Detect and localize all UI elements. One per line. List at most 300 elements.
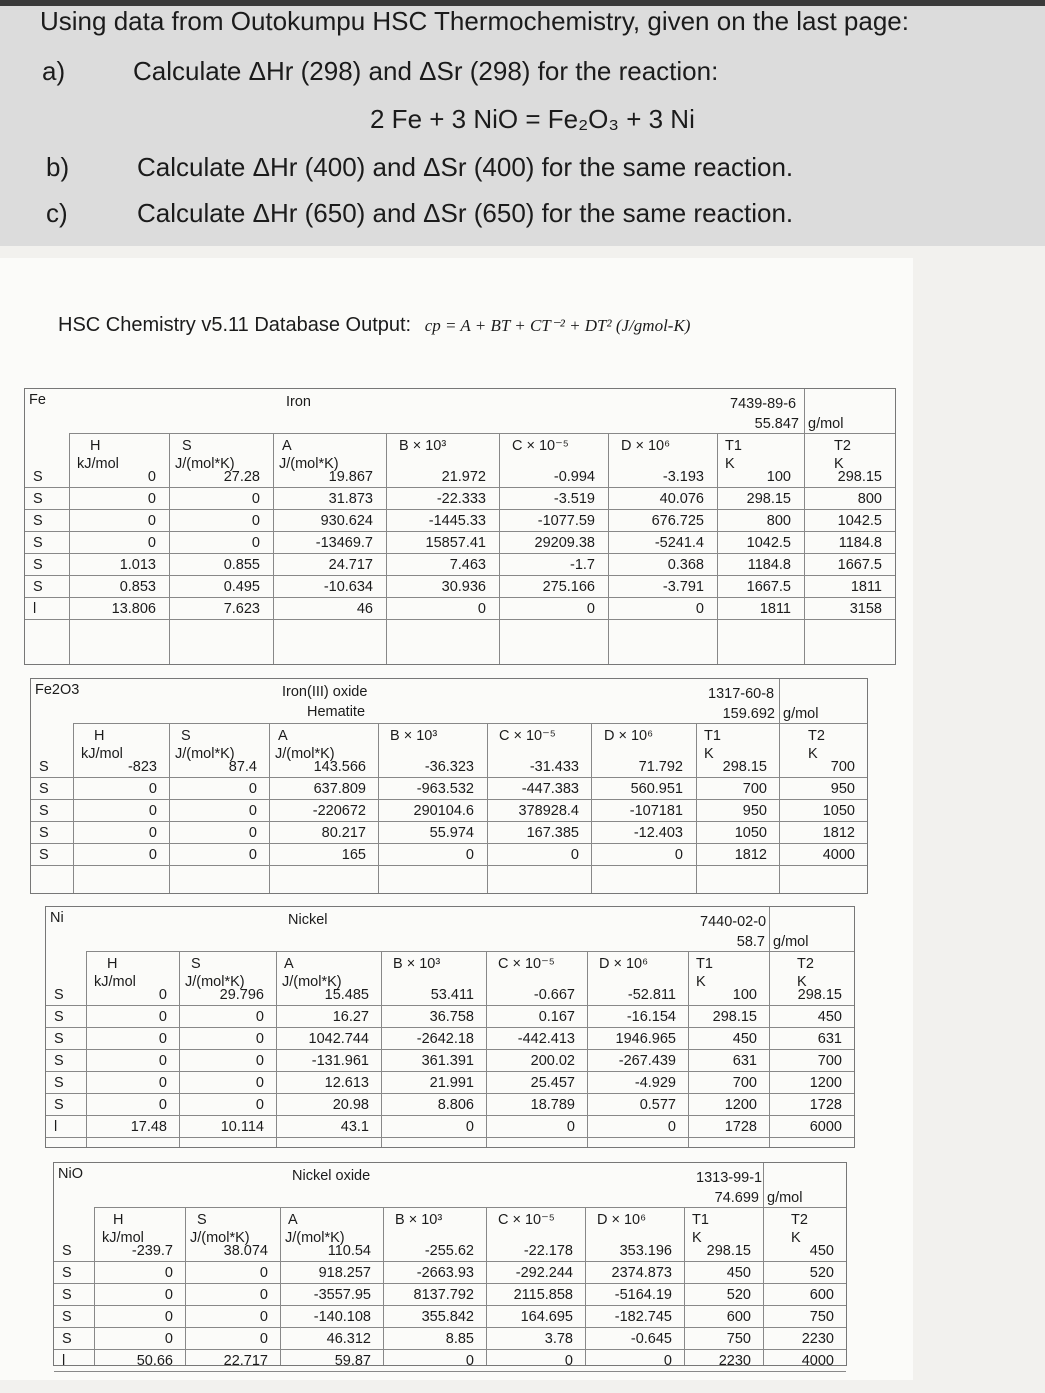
- phase-cell: l: [62, 1353, 66, 1369]
- table-cell: 13.806: [111, 601, 156, 617]
- table-cell: -22.178: [523, 1243, 573, 1259]
- table-cell: 15.485: [324, 987, 369, 1003]
- table-cell: -267.439: [618, 1053, 676, 1069]
- table-cell: 0: [147, 491, 156, 507]
- table-cell: 275.166: [542, 579, 595, 595]
- species-block-fe: [24, 388, 896, 665]
- table-cell: 4000: [822, 847, 855, 863]
- table-cell: -107181: [629, 803, 683, 819]
- table-cell: 0: [259, 1265, 268, 1281]
- column-divider: [486, 1207, 487, 1365]
- reaction-equation: 2 Fe + 3 NiO = Fe₂O₃ + 3 Ni: [370, 104, 695, 134]
- table-cell: 143.566: [313, 759, 366, 775]
- table-cell: -447.383: [521, 781, 579, 797]
- column-header-c: C × 10⁻⁵: [498, 1212, 555, 1228]
- species-mineral-name: Hematite: [307, 704, 366, 720]
- row-divider: [54, 1283, 846, 1284]
- table-cell: 0: [255, 1075, 264, 1091]
- column-divider: [696, 723, 697, 893]
- table-cell: 1811: [850, 579, 882, 595]
- row-divider: [46, 1005, 854, 1006]
- question-intro: Using data from Outokumpu HSC Thermochemistry, given on the last page:: [40, 6, 909, 36]
- table-cell: 298.15: [746, 491, 791, 507]
- table-cell: 1042.5: [837, 513, 882, 529]
- table-cell: 0: [147, 513, 156, 529]
- phase-cell: S: [33, 491, 43, 507]
- row-divider: [31, 821, 867, 822]
- table-cell: 0: [148, 803, 157, 819]
- phase-cell: S: [39, 759, 49, 775]
- table-cell: 0: [255, 1097, 264, 1113]
- phase-cell: S: [39, 803, 49, 819]
- table-cell: 0: [158, 1075, 167, 1091]
- table-cell: 20.98: [332, 1097, 369, 1113]
- table-cell: 2230: [801, 1331, 834, 1347]
- table-cell: 700: [817, 1053, 842, 1069]
- column-header-s: S: [182, 438, 192, 454]
- column-header-t2: T2: [797, 956, 814, 972]
- table-cell: 165: [341, 847, 366, 863]
- table-cell: 46: [356, 601, 373, 617]
- table-cell: 2374.873: [611, 1265, 672, 1281]
- column-divider: [73, 723, 74, 893]
- molar-mass: 74.699: [714, 1190, 759, 1206]
- table-cell: 560.951: [630, 781, 683, 797]
- table-cell: 1200: [809, 1075, 842, 1091]
- table-cell: 30.936: [441, 579, 486, 595]
- phase-cell: S: [33, 469, 43, 485]
- column-header-h: H: [113, 1212, 124, 1228]
- unit-h: kJ/mol: [81, 746, 123, 762]
- column-divider: [591, 723, 592, 893]
- table-cell: 0: [667, 1119, 676, 1135]
- database-header: [58, 314, 690, 337]
- table-cell: -0.645: [630, 1331, 672, 1347]
- table-cell: 80.217: [321, 825, 366, 841]
- cas-number: 7440-02-0: [700, 914, 767, 930]
- table-cell: 38.074: [223, 1243, 268, 1259]
- phase-cell: S: [33, 579, 43, 595]
- table-cell: 7.463: [449, 557, 486, 573]
- cas-number: 7439-89-6: [730, 396, 797, 412]
- column-header-t1: T1: [692, 1212, 709, 1228]
- table-cell: 3158: [849, 601, 882, 617]
- column-header-c: C × 10⁻⁵: [499, 728, 556, 744]
- molar-mass: 55.847: [754, 416, 799, 432]
- species-formula: Fe: [29, 392, 46, 408]
- table-cell: 950: [830, 781, 855, 797]
- row-divider: [25, 619, 895, 620]
- table-cell: 1200: [724, 1097, 757, 1113]
- table-cell: -182.745: [614, 1309, 672, 1325]
- part-a-label: a): [42, 56, 66, 86]
- column-divider: [383, 1207, 384, 1365]
- table-cell: 16.27: [332, 1009, 369, 1025]
- table-cell: 0: [148, 847, 157, 863]
- table-cell: 0: [259, 1287, 268, 1303]
- phase-cell: S: [33, 535, 43, 551]
- species-name: Nickel oxide: [292, 1168, 371, 1184]
- header-divider: [73, 723, 867, 724]
- phase-cell: S: [62, 1243, 72, 1259]
- unit-t1: K: [696, 974, 706, 990]
- phase-cell: S: [39, 847, 49, 863]
- table-cell: 1811: [759, 601, 791, 617]
- row-divider: [25, 531, 895, 532]
- table-cell: 1667.5: [746, 579, 791, 595]
- table-cell: 0: [566, 1119, 575, 1135]
- table-cell: 298.15: [722, 759, 767, 775]
- row-divider: [46, 1093, 854, 1094]
- column-divider: [499, 433, 500, 664]
- phase-cell: S: [54, 1075, 64, 1091]
- column-divider: [717, 433, 718, 664]
- table-cell: 19.867: [328, 469, 373, 485]
- unit-t1: K: [692, 1230, 702, 1246]
- column-header-a: A: [278, 728, 288, 744]
- table-cell: -220672: [312, 803, 366, 819]
- table-cell: 1042.744: [308, 1031, 369, 1047]
- table-cell: 71.792: [638, 759, 683, 775]
- row-divider: [31, 799, 867, 800]
- table-cell: 298.15: [706, 1243, 751, 1259]
- table-cell: 0: [164, 1309, 173, 1325]
- table-cell: -2642.18: [416, 1031, 474, 1047]
- table-cell: 520: [726, 1287, 751, 1303]
- table-cell: -131.961: [311, 1053, 369, 1069]
- table-cell: 15857.41: [425, 535, 486, 551]
- table-cell: -239.7: [131, 1243, 173, 1259]
- table-cell: 10.114: [220, 1119, 264, 1135]
- table-cell: 450: [809, 1243, 834, 1259]
- table-cell: 0: [255, 1009, 264, 1025]
- column-divider: [280, 1207, 281, 1365]
- table-cell: -1445.33: [428, 513, 486, 529]
- row-divider: [25, 597, 895, 598]
- phase-cell: l: [54, 1119, 58, 1135]
- table-cell: 0: [674, 847, 683, 863]
- species-formula: Ni: [50, 910, 64, 926]
- row-divider: [25, 575, 895, 576]
- column-header-t1: T1: [696, 956, 713, 972]
- species-name: Iron(III) oxide: [282, 684, 368, 700]
- table-cell: 1184.8: [747, 557, 791, 573]
- column-divider: [684, 1207, 685, 1365]
- table-cell: -12.403: [633, 825, 683, 841]
- table-cell: -3.193: [662, 469, 704, 485]
- column-header-t1: T1: [704, 728, 721, 744]
- table-cell: 3.78: [544, 1331, 573, 1347]
- table-cell: 450: [732, 1031, 757, 1047]
- table-cell: 2230: [718, 1353, 751, 1369]
- table-cell: 0: [564, 1353, 573, 1369]
- column-divider: [273, 433, 274, 664]
- table-cell: 1184.8: [838, 535, 882, 551]
- column-divider: [608, 433, 609, 664]
- table-cell: 0.167: [538, 1009, 575, 1025]
- table-cell: 0: [255, 1031, 264, 1047]
- table-cell: 0.368: [667, 557, 704, 573]
- column-header-d: D × 10⁶: [597, 1212, 647, 1228]
- table-cell: -3.519: [553, 491, 595, 507]
- row-divider: [25, 487, 895, 488]
- cas-number: 1317-60-8: [708, 686, 775, 702]
- table-cell: 0: [164, 1287, 173, 1303]
- phase-cell: S: [33, 557, 43, 573]
- table-cell: -0.994: [553, 469, 595, 485]
- column-divider: [763, 1163, 764, 1365]
- row-divider: [25, 509, 895, 510]
- table-cell: 0.495: [223, 579, 260, 595]
- column-header-h: H: [107, 956, 118, 972]
- table-cell: 1812: [734, 847, 767, 863]
- table-cell: 918.257: [318, 1265, 371, 1281]
- table-cell: 1812: [822, 825, 855, 841]
- part-b-text: Calculate ΔHr (400) and ΔSr (400) for the same reaction.: [137, 152, 794, 182]
- table-cell: 50.66: [136, 1353, 173, 1369]
- table-cell: 298.15: [837, 469, 882, 485]
- table-cell: -823: [127, 759, 157, 775]
- table-cell: 0: [158, 1097, 167, 1113]
- column-divider: [386, 433, 387, 664]
- cas-number: 1313-99-1: [696, 1170, 763, 1186]
- phase-cell: S: [39, 781, 49, 797]
- table-cell: 21.991: [429, 1075, 474, 1091]
- molar-mass: 58.7: [736, 934, 765, 950]
- phase-cell: S: [62, 1331, 72, 1347]
- table-cell: 21.972: [441, 469, 486, 485]
- table-cell: 0: [164, 1265, 173, 1281]
- column-header-s: S: [197, 1212, 207, 1228]
- table-cell: 750: [809, 1309, 834, 1325]
- table-cell: -16.154: [626, 1009, 676, 1025]
- table-cell: 0.855: [223, 557, 260, 573]
- unit-s: J/(mol*K): [175, 746, 235, 762]
- table-cell: -292.244: [515, 1265, 573, 1281]
- molar-mass: 159.692: [722, 706, 775, 722]
- column-divider: [378, 723, 379, 893]
- row-divider: [54, 1371, 846, 1372]
- table-cell: 18.789: [530, 1097, 575, 1113]
- table-cell: 7.623: [223, 601, 260, 617]
- unit-a: J/(mol*K): [285, 1230, 345, 1246]
- phase-cell: S: [54, 1053, 64, 1069]
- header-divider: [94, 1207, 846, 1208]
- row-divider: [25, 553, 895, 554]
- table-cell: 0: [248, 847, 257, 863]
- table-cell: 1050: [734, 825, 767, 841]
- column-header-b: B × 10³: [399, 438, 447, 454]
- row-divider: [31, 777, 867, 778]
- column-header-b: B × 10³: [390, 728, 438, 744]
- column-header-d: D × 10⁶: [621, 438, 671, 454]
- table-cell: -3.791: [662, 579, 704, 595]
- unit-t2: K: [791, 1230, 801, 1246]
- unit-a: J/(mol*K): [282, 974, 342, 990]
- table-cell: 0: [251, 513, 260, 529]
- table-cell: 0: [695, 601, 704, 617]
- row-divider: [46, 1137, 854, 1138]
- table-cell: -5241.4: [654, 535, 704, 551]
- table-cell: 200.02: [530, 1053, 575, 1069]
- table-cell: 600: [809, 1287, 834, 1303]
- table-cell: -2663.93: [416, 1265, 474, 1281]
- table-cell: 298.15: [797, 987, 842, 1003]
- table-cell: -36.323: [424, 759, 474, 775]
- table-cell: 0: [255, 1053, 264, 1069]
- table-cell: -3557.95: [313, 1287, 371, 1303]
- table-cell: 4000: [801, 1353, 834, 1369]
- column-header-b: B × 10³: [393, 956, 441, 972]
- row-divider: [46, 1049, 854, 1050]
- table-cell: 700: [732, 1075, 757, 1091]
- column-header-t1: T1: [725, 438, 742, 454]
- table-cell: 8137.792: [413, 1287, 474, 1303]
- table-cell: 0: [259, 1309, 268, 1325]
- header-divider: [86, 951, 854, 952]
- table-cell: 110.54: [327, 1243, 371, 1259]
- column-header-d: D × 10⁶: [599, 956, 649, 972]
- table-cell: 0: [477, 601, 486, 617]
- table-cell: 0: [465, 1119, 474, 1135]
- table-cell: 0: [164, 1331, 173, 1347]
- species-block-nio: [53, 1162, 847, 1369]
- column-header-t2: T2: [791, 1212, 808, 1228]
- phase-cell: S: [54, 987, 64, 1003]
- unit-s: J/(mol*K): [175, 456, 235, 472]
- table-cell: 800: [766, 513, 791, 529]
- table-cell: -52.811: [627, 987, 676, 1003]
- column-header-h: H: [90, 438, 101, 454]
- table-cell: -442.413: [517, 1031, 575, 1047]
- phase-cell: S: [33, 513, 43, 529]
- molar-mass-unit: g/mol: [767, 1190, 803, 1206]
- part-c-label: c): [46, 198, 68, 228]
- table-cell: 0: [148, 781, 157, 797]
- table-cell: 0: [147, 535, 156, 551]
- table-cell: -13469.7: [315, 535, 373, 551]
- table-cell: -1.7: [570, 557, 595, 573]
- column-header-a: A: [282, 438, 292, 454]
- table-cell: 0: [158, 1031, 167, 1047]
- column-divider: [69, 433, 70, 664]
- column-divider: [169, 723, 170, 893]
- table-cell: 0: [158, 1053, 167, 1069]
- table-cell: 53.411: [430, 987, 474, 1003]
- species-block-fe2o3: [30, 678, 868, 894]
- table-cell: -4.929: [634, 1075, 676, 1091]
- column-header-t2: T2: [808, 728, 825, 744]
- table-cell: 0: [148, 825, 157, 841]
- table-cell: 0: [248, 825, 257, 841]
- table-cell: 25.457: [530, 1075, 575, 1091]
- table-cell: -31.433: [529, 759, 579, 775]
- table-cell: 700: [830, 759, 855, 775]
- species-name: Iron: [286, 394, 311, 410]
- table-cell: 0: [663, 1353, 672, 1369]
- table-cell: 700: [742, 781, 767, 797]
- unit-t2: K: [797, 974, 807, 990]
- database-title: HSC Chemistry v5.11 Database Output:: [58, 314, 412, 336]
- unit-t1: K: [704, 746, 714, 762]
- column-divider: [169, 433, 170, 664]
- phase-cell: S: [62, 1265, 72, 1281]
- table-cell: 29.796: [219, 987, 264, 1003]
- row-divider: [54, 1327, 846, 1328]
- table-cell: 31.873: [328, 491, 373, 507]
- column-divider: [487, 723, 488, 893]
- table-cell: 40.076: [659, 491, 704, 507]
- part-a-text: Calculate ΔHr (298) and ΔSr (298) for the reaction:: [133, 56, 719, 86]
- table-cell: 29209.38: [534, 535, 595, 551]
- table-cell: -22.333: [436, 491, 486, 507]
- row-divider: [31, 865, 867, 866]
- unit-h: kJ/mol: [94, 974, 136, 990]
- table-cell: 167.385: [526, 825, 579, 841]
- table-cell: 298.15: [712, 1009, 757, 1025]
- table-cell: 0.577: [639, 1097, 676, 1113]
- table-cell: 0: [259, 1331, 268, 1347]
- table-cell: 0: [248, 781, 257, 797]
- species-name: Nickel: [288, 912, 328, 928]
- table-cell: 600: [726, 1309, 751, 1325]
- table-cell: 12.613: [324, 1075, 369, 1091]
- table-cell: 100: [732, 987, 757, 1003]
- column-header-s: S: [191, 956, 201, 972]
- table-cell: 378928.4: [518, 803, 579, 819]
- column-divider: [779, 679, 780, 893]
- table-cell: 637.809: [313, 781, 366, 797]
- column-divider: [585, 1207, 586, 1365]
- table-cell: 0: [586, 601, 595, 617]
- table-cell: 0: [251, 535, 260, 551]
- phase-cell: S: [54, 1009, 64, 1025]
- table-cell: 2115.858: [513, 1287, 573, 1303]
- table-cell: -1077.59: [537, 513, 595, 529]
- table-cell: 55.974: [429, 825, 474, 841]
- row-divider: [54, 1261, 846, 1262]
- table-cell: 361.391: [421, 1053, 474, 1069]
- species-block-ni: [45, 906, 855, 1148]
- table-cell: 0: [248, 803, 257, 819]
- table-cell: 0: [570, 847, 579, 863]
- table-cell: 450: [817, 1009, 842, 1025]
- table-cell: 8.85: [445, 1331, 474, 1347]
- column-divider: [185, 1207, 186, 1365]
- molar-mass-unit: g/mol: [773, 934, 809, 950]
- table-cell: 450: [726, 1265, 751, 1281]
- table-cell: 22.717: [223, 1353, 268, 1369]
- unit-h: kJ/mol: [102, 1230, 144, 1246]
- table-cell: 0: [465, 847, 474, 863]
- unit-t1: K: [725, 456, 735, 472]
- unit-t2: K: [808, 746, 818, 762]
- phase-cell: S: [62, 1309, 72, 1325]
- column-header-b: B × 10³: [395, 1212, 443, 1228]
- table-cell: -255.62: [424, 1243, 474, 1259]
- table-cell: 1667.5: [837, 557, 882, 573]
- table-cell: 0: [158, 1009, 167, 1025]
- unit-h: kJ/mol: [77, 456, 119, 472]
- table-cell: -963.532: [416, 781, 474, 797]
- table-cell: 8.806: [437, 1097, 474, 1113]
- unit-t2: K: [834, 456, 844, 472]
- row-divider: [46, 1027, 854, 1028]
- column-header-h: H: [94, 728, 105, 744]
- header-divider: [69, 433, 895, 434]
- table-cell: 631: [732, 1053, 757, 1069]
- table-cell: 0: [158, 987, 167, 1003]
